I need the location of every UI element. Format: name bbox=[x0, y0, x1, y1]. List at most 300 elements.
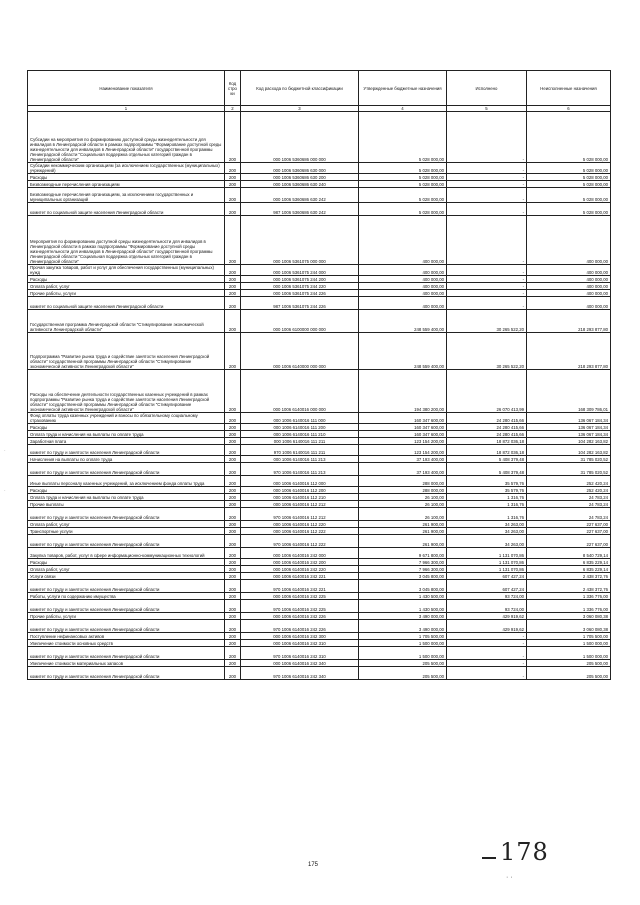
scan-mark: · bbox=[4, 488, 6, 494]
row-line-code: 200 bbox=[225, 620, 241, 633]
row-name: Расходы bbox=[28, 174, 225, 181]
col-number: 4 bbox=[359, 106, 447, 112]
row-classification: 000 1006 5360686 630 242 bbox=[241, 188, 359, 203]
row-line-code: 200 bbox=[225, 310, 241, 333]
row-classification: 987 1006 5360686 630 242 bbox=[241, 203, 359, 216]
row-classification: 000 1006 5361075 244 200 bbox=[241, 276, 359, 283]
row-approved: 5 028 000,00 bbox=[359, 188, 447, 203]
row-unexecuted: 205 500,00 bbox=[527, 660, 611, 667]
row-name: Безвозмездные перечисления организациям bbox=[28, 181, 225, 188]
row-unexecuted: 5 028 000,00 bbox=[527, 181, 611, 188]
row-approved: 5 028 000,00 bbox=[359, 112, 447, 163]
row-executed: 1 316,76 bbox=[447, 508, 527, 521]
row-line-code: 200 bbox=[225, 580, 241, 593]
row-name: комитет по труду и занятости населения Ленинградской области bbox=[28, 667, 225, 680]
row-unexecuted: 1 500 000,00 bbox=[527, 647, 611, 660]
table-row bbox=[28, 573, 611, 580]
row-line-code: 200 bbox=[225, 559, 241, 566]
row-classification: 000 1006 6140016 242 300 bbox=[241, 633, 359, 640]
row-executed: 34 263,00 bbox=[447, 521, 527, 528]
row-executed: 429 919,62 bbox=[447, 613, 527, 620]
row-unexecuted: 24 783,24 bbox=[527, 501, 611, 508]
row-unexecuted: 104 282 163,82 bbox=[527, 445, 611, 456]
row-line-code: 200 bbox=[225, 276, 241, 283]
table-row bbox=[28, 613, 611, 620]
row-unexecuted: 252 420,24 bbox=[527, 487, 611, 494]
row-unexecuted: 252 420,24 bbox=[527, 476, 611, 487]
row-unexecuted: 136 067 184,34 bbox=[527, 431, 611, 438]
row-executed: - bbox=[447, 297, 527, 310]
row-approved: 1 705 500,00 bbox=[359, 633, 447, 640]
row-executed: - bbox=[447, 647, 527, 660]
row-executed: 93 724,00 bbox=[447, 600, 527, 613]
row-line-code: 200 bbox=[225, 508, 241, 521]
table-row bbox=[28, 463, 611, 476]
row-approved: 7 966 300,00 bbox=[359, 566, 447, 573]
row-unexecuted: 218 293 877,80 bbox=[527, 333, 611, 370]
row-unexecuted: 5 028 000,00 bbox=[527, 188, 611, 203]
row-line-code: 200 bbox=[225, 494, 241, 501]
row-classification: 000 1006 5360686 630 200 bbox=[241, 174, 359, 181]
row-approved: 26 100,00 bbox=[359, 508, 447, 521]
row-approved: 288 000,00 bbox=[359, 487, 447, 494]
row-classification: 000 1006 6140016 242 340 bbox=[241, 660, 359, 667]
row-executed: 429 919,62 bbox=[447, 620, 527, 633]
row-name: комитет по труду и занятости населения Ленинградской области bbox=[28, 535, 225, 548]
row-name: Оплата работ, услуг bbox=[28, 283, 225, 290]
row-unexecuted: 400 000,00 bbox=[527, 283, 611, 290]
row-name: Расходы bbox=[28, 559, 225, 566]
row-executed: - bbox=[447, 203, 527, 216]
row-classification: 000 1006 5361075 000 000 bbox=[241, 216, 359, 265]
row-classification: 000 1006 6140016 000 000 bbox=[241, 370, 359, 413]
row-name: комитет по социальной защите населения Ленинградской области bbox=[28, 297, 225, 310]
row-line-code: 200 bbox=[225, 431, 241, 438]
row-classification: 000 1006 6140016 242 221 bbox=[241, 573, 359, 580]
row-approved: 248 559 400,00 bbox=[359, 333, 447, 370]
row-approved: 1 500 000,00 bbox=[359, 647, 447, 660]
row-unexecuted: 1 500 000,00 bbox=[527, 640, 611, 647]
row-approved: 400 000,00 bbox=[359, 276, 447, 283]
row-line-code: 200 bbox=[225, 548, 241, 559]
row-classification: 000 1006 5360686 630 000 bbox=[241, 163, 359, 174]
row-classification: 970 1006 6140016 242 225 bbox=[241, 600, 359, 613]
row-name: Иные выплаты персоналу казенных учреждений, за исключением фонда оплаты труда bbox=[28, 476, 225, 487]
row-name: Расходы на обеспечение деятельности государственных казенных учреждений в рамках подпрограммы "Развитие рынка труда и содействие занятости населения Ленинградской области" государственной программы Ленинградской области "Стимулирование экономической активности Ленинградской области" bbox=[28, 370, 225, 413]
row-executed: 1 131 070,86 bbox=[447, 548, 527, 559]
row-line-code: 200 bbox=[225, 112, 241, 163]
row-approved: 1 500 000,00 bbox=[359, 640, 447, 647]
row-unexecuted: 400 000,00 bbox=[527, 265, 611, 276]
row-line-code: 200 bbox=[225, 413, 241, 424]
row-unexecuted: 227 637,00 bbox=[527, 521, 611, 528]
row-line-code: 200 bbox=[225, 445, 241, 456]
row-name: Фонд оплаты труда казенных учреждений и взносы по обязательному социальному страхованию bbox=[28, 413, 225, 424]
table-row bbox=[28, 370, 611, 413]
row-unexecuted: 6 835 229,14 bbox=[527, 566, 611, 573]
row-name: Субсидии некоммерческим организациям (за исключением государственных (муниципальных) учреждений) bbox=[28, 163, 225, 174]
row-executed: - bbox=[447, 283, 527, 290]
table-row bbox=[28, 487, 611, 494]
col-header-unexecuted: Неисполненные назначения bbox=[527, 71, 611, 106]
row-name: Подпрограмма "Развитие рынка труда и содействие занятости населения Ленинградской области" государственной программы Ленинградской области "Стимулирование экономической активности Ленинградской области" bbox=[28, 333, 225, 370]
page-number: 175 bbox=[308, 862, 319, 868]
row-name: комитет по труду и занятости населения Ленинградской области bbox=[28, 620, 225, 633]
row-classification: 000 1006 6140016 111 000 bbox=[241, 413, 359, 424]
row-unexecuted: 3 060 080,38 bbox=[527, 613, 611, 620]
header-row bbox=[28, 71, 611, 106]
row-executed: - bbox=[447, 640, 527, 647]
row-name: комитет по труду и занятости населения Ленинградской области bbox=[28, 647, 225, 660]
row-unexecuted: 400 000,00 bbox=[527, 276, 611, 283]
row-executed: 1 131 070,86 bbox=[447, 559, 527, 566]
row-unexecuted: 24 783,24 bbox=[527, 508, 611, 521]
row-line-code: 200 bbox=[225, 188, 241, 203]
row-name: комитет по труду и занятости населения Ленинградской области bbox=[28, 463, 225, 476]
row-unexecuted: 1 336 776,00 bbox=[527, 593, 611, 600]
row-line-code: 200 bbox=[225, 265, 241, 276]
row-executed: 1 316,76 bbox=[447, 494, 527, 501]
table-row bbox=[28, 431, 611, 438]
row-classification: 970 1006 6140016 112 212 bbox=[241, 508, 359, 521]
row-name: Начисления на выплаты по оплате труда bbox=[28, 456, 225, 463]
row-executed: - bbox=[447, 667, 527, 680]
row-name: Расходы bbox=[28, 276, 225, 283]
row-line-code: 200 bbox=[225, 203, 241, 216]
table-row bbox=[28, 203, 611, 216]
row-approved: 123 154 200,00 bbox=[359, 445, 447, 456]
row-line-code: 200 bbox=[225, 463, 241, 476]
table-row bbox=[28, 501, 611, 508]
table-row bbox=[28, 456, 611, 463]
row-line-code: 200 bbox=[225, 163, 241, 174]
table-row bbox=[28, 181, 611, 188]
row-line-code: 200 bbox=[225, 521, 241, 528]
row-approved: 37 193 400,00 bbox=[359, 463, 447, 476]
row-classification: 000 1006 6140016 242 000 bbox=[241, 548, 359, 559]
row-approved: 205 500,00 bbox=[359, 660, 447, 667]
row-classification: 000 1006 5360686 630 240 bbox=[241, 181, 359, 188]
row-classification: 970 1006 6140016 242 221 bbox=[241, 580, 359, 593]
row-approved: 288 000,00 bbox=[359, 476, 447, 487]
row-executed: 34 263,00 bbox=[447, 535, 527, 548]
row-classification: 970 1006 6140016 242 226 bbox=[241, 620, 359, 633]
row-approved: 205 500,00 bbox=[359, 667, 447, 680]
row-approved: 3 490 000,00 bbox=[359, 620, 447, 633]
table-row bbox=[28, 445, 611, 456]
row-classification: 000 1006 6140016 111 200 bbox=[241, 424, 359, 431]
row-classification: 000 1006 6140016 242 226 bbox=[241, 613, 359, 620]
table-row bbox=[28, 297, 611, 310]
row-line-code: 200 bbox=[225, 593, 241, 600]
row-executed: 1 316,76 bbox=[447, 501, 527, 508]
row-unexecuted: 6 835 229,14 bbox=[527, 559, 611, 566]
row-executed: - bbox=[447, 163, 527, 174]
row-line-code: 200 bbox=[225, 487, 241, 494]
row-name: Закупка товаров, работ, услуг в сфере информационно-коммуникационных технологий bbox=[28, 548, 225, 559]
row-classification: 000 1006 6140016 112 200 bbox=[241, 487, 359, 494]
row-approved: 261 900,00 bbox=[359, 535, 447, 548]
row-unexecuted: 136 067 184,34 bbox=[527, 413, 611, 424]
row-unexecuted: 8 540 729,14 bbox=[527, 548, 611, 559]
table-row bbox=[28, 535, 611, 548]
row-name: Оплата работ, услуг bbox=[28, 521, 225, 528]
row-unexecuted: 104 282 163,82 bbox=[527, 438, 611, 445]
row-unexecuted: 1 336 776,00 bbox=[527, 600, 611, 613]
row-line-code: 200 bbox=[225, 174, 241, 181]
row-executed: 5 408 379,48 bbox=[447, 463, 527, 476]
row-line-code: 200 bbox=[225, 333, 241, 370]
row-line-code: 200 bbox=[225, 181, 241, 188]
row-classification: 000 1006 5361075 244 000 bbox=[241, 265, 359, 276]
row-name: Прочие выплаты bbox=[28, 501, 225, 508]
row-name: Оплата труда и начисления на выплаты по оплате труда bbox=[28, 431, 225, 438]
row-line-code: 200 bbox=[225, 667, 241, 680]
row-name: Заработная плата bbox=[28, 438, 225, 445]
table-row bbox=[28, 580, 611, 593]
row-name: комитет по труду и занятости населения Ленинградской области bbox=[28, 445, 225, 456]
row-executed: - bbox=[447, 216, 527, 265]
table-row bbox=[28, 660, 611, 667]
row-line-code: 200 bbox=[225, 660, 241, 667]
row-classification: 000 1006 6140016 111 211 bbox=[241, 438, 359, 445]
row-name: Прочие работы, услуги bbox=[28, 290, 225, 297]
table-row bbox=[28, 667, 611, 680]
row-name: Расходы bbox=[28, 424, 225, 431]
row-unexecuted: 5 028 000,00 bbox=[527, 112, 611, 163]
row-executed: - bbox=[447, 112, 527, 163]
row-approved: 160 347 600,00 bbox=[359, 431, 447, 438]
row-approved: 9 671 800,00 bbox=[359, 548, 447, 559]
row-executed: 34 263,00 bbox=[447, 528, 527, 535]
row-approved: 3 045 800,00 bbox=[359, 573, 447, 580]
row-line-code: 200 bbox=[225, 283, 241, 290]
row-classification: 000 1006 6140016 112 000 bbox=[241, 476, 359, 487]
row-executed: 24 280 415,66 bbox=[447, 431, 527, 438]
row-approved: 261 900,00 bbox=[359, 521, 447, 528]
row-executed: 30 265 522,20 bbox=[447, 333, 527, 370]
row-name: комитет по труду и занятости населения Ленинградской области bbox=[28, 580, 225, 593]
handwritten-page-number: 178 bbox=[500, 838, 549, 866]
table-row bbox=[28, 112, 611, 163]
row-classification: 970 1006 6140016 112 222 bbox=[241, 535, 359, 548]
row-classification: 000 1006 6140016 112 210 bbox=[241, 494, 359, 501]
table-row bbox=[28, 508, 611, 521]
row-approved: 26 100,00 bbox=[359, 494, 447, 501]
row-approved: 123 154 200,00 bbox=[359, 438, 447, 445]
row-unexecuted: 2 438 372,76 bbox=[527, 573, 611, 580]
row-name: Мероприятия по формированию доступной среды жизнедеятельности для инвалидов в Ленинградской области в рамках подпрограммы "Формирование доступной среды жизнедеятельности для инвалидов в Ленинградской области" государственной программы Ленинградской области "Социальная поддержка отдельных категорий граждан в Ленинградской области" bbox=[28, 216, 225, 265]
row-name: Увеличение стоимости основных средств bbox=[28, 640, 225, 647]
col-number: 2 bbox=[225, 106, 241, 112]
row-name: комитет по социальной защите населения Ленинградской области bbox=[28, 203, 225, 216]
row-name: Расходы bbox=[28, 487, 225, 494]
col-number: 1 bbox=[28, 106, 225, 112]
table-row bbox=[28, 548, 611, 559]
row-approved: 7 966 300,00 bbox=[359, 559, 447, 566]
row-name: Услуги связи bbox=[28, 573, 225, 580]
row-executed: 1 131 070,86 bbox=[447, 566, 527, 573]
row-unexecuted: 5 028 000,00 bbox=[527, 203, 611, 216]
row-line-code: 200 bbox=[225, 456, 241, 463]
row-unexecuted: 227 637,00 bbox=[527, 535, 611, 548]
row-approved: 160 347 600,00 bbox=[359, 413, 447, 424]
row-approved: 400 000,00 bbox=[359, 216, 447, 265]
row-executed: 26 070 413,99 bbox=[447, 370, 527, 413]
row-line-code: 200 bbox=[225, 370, 241, 413]
table-row bbox=[28, 290, 611, 297]
table-row bbox=[28, 647, 611, 660]
handwritten-marks: · · bbox=[506, 874, 513, 881]
table-row bbox=[28, 494, 611, 501]
table-row bbox=[28, 528, 611, 535]
table-row bbox=[28, 633, 611, 640]
row-approved: 400 000,00 bbox=[359, 297, 447, 310]
row-line-code: 200 bbox=[225, 438, 241, 445]
row-line-code: 200 bbox=[225, 528, 241, 535]
row-name: Прочие работы, услуги bbox=[28, 613, 225, 620]
row-executed: 35 579,76 bbox=[447, 487, 527, 494]
row-classification: 000 1006 6100000 000 000 bbox=[241, 310, 359, 333]
handwritten-dash bbox=[482, 857, 496, 859]
row-executed: - bbox=[447, 181, 527, 188]
table-row bbox=[28, 424, 611, 431]
table-row bbox=[28, 310, 611, 333]
row-classification: 000 1006 6140016 111 213 bbox=[241, 456, 359, 463]
row-approved: 400 000,00 bbox=[359, 283, 447, 290]
row-classification: 000 1006 5360686 000 000 bbox=[241, 112, 359, 163]
row-classification: 000 1006 6140016 112 212 bbox=[241, 501, 359, 508]
row-name: Оплата работ, услуг bbox=[28, 566, 225, 573]
row-name: Транспортные услуги bbox=[28, 528, 225, 535]
table-row bbox=[28, 640, 611, 647]
row-unexecuted: 400 000,00 bbox=[527, 290, 611, 297]
row-line-code: 200 bbox=[225, 647, 241, 660]
row-executed: - bbox=[447, 174, 527, 181]
row-line-code: 200 bbox=[225, 297, 241, 310]
row-name: Субсидии на мероприятия по формированию доступной среды жизнедеятельности для инвалидов в Ленинградской области в рамках подпрограммы "Формирование доступной среды жизнедеятельности для инвалидов в Ленинградской области" государственной программы Ленинградской области "Социальная поддержка отдельных категорий граждан в Ленинградской области" bbox=[28, 112, 225, 163]
row-name: комитет по труду и занятости населения Ленинградской области bbox=[28, 508, 225, 521]
row-classification: 000 1006 6140016 242 310 bbox=[241, 640, 359, 647]
table-row bbox=[28, 333, 611, 370]
row-executed: - bbox=[447, 633, 527, 640]
row-name: Работы, услуги по содержанию имущества bbox=[28, 593, 225, 600]
row-classification: 000 1006 5361075 244 226 bbox=[241, 290, 359, 297]
row-classification: 000 1006 6140000 000 000 bbox=[241, 333, 359, 370]
col-number: 6 bbox=[527, 106, 611, 112]
row-executed: 18 872 036,18 bbox=[447, 445, 527, 456]
row-executed: 30 265 522,20 bbox=[447, 310, 527, 333]
row-line-code: 200 bbox=[225, 600, 241, 613]
row-approved: 26 100,00 bbox=[359, 501, 447, 508]
table-row bbox=[28, 566, 611, 573]
row-unexecuted: 2 438 372,76 bbox=[527, 580, 611, 593]
row-classification: 000 1006 6140016 111 210 bbox=[241, 431, 359, 438]
table-row bbox=[28, 276, 611, 283]
row-unexecuted: 168 309 786,01 bbox=[527, 370, 611, 413]
row-name: Государственная программа Ленинградской области "Стимулирование экономической активности Ленинградской области" bbox=[28, 310, 225, 333]
col-header-executed: Исполнено bbox=[447, 71, 527, 106]
row-unexecuted: 31 785 020,52 bbox=[527, 456, 611, 463]
row-name: Безвозмездные перечисления организациям, за исключением государственных и муниципальных организаций bbox=[28, 188, 225, 203]
col-header-approved: Утвержденные бюджетные назначения bbox=[359, 71, 447, 106]
row-classification: 000 1006 6140016 242 220 bbox=[241, 566, 359, 573]
row-approved: 5 028 000,00 bbox=[359, 181, 447, 188]
row-classification: 987 1006 5361075 244 226 bbox=[241, 297, 359, 310]
row-approved: 3 045 800,00 bbox=[359, 580, 447, 593]
row-unexecuted: 205 500,00 bbox=[527, 667, 611, 680]
row-executed: - bbox=[447, 265, 527, 276]
row-executed: - bbox=[447, 660, 527, 667]
row-classification: 000 1006 5361075 244 220 bbox=[241, 283, 359, 290]
row-executed: 93 724,00 bbox=[447, 593, 527, 600]
row-line-code: 200 bbox=[225, 573, 241, 580]
row-unexecuted: 227 637,00 bbox=[527, 528, 611, 535]
table-row bbox=[28, 216, 611, 265]
row-classification: 970 1006 6140016 111 211 bbox=[241, 445, 359, 456]
row-executed: 35 579,76 bbox=[447, 476, 527, 487]
row-line-code: 200 bbox=[225, 424, 241, 431]
row-line-code: 200 bbox=[225, 566, 241, 573]
table-body bbox=[28, 112, 611, 680]
row-executed: 18 872 036,18 bbox=[447, 438, 527, 445]
table-row bbox=[28, 593, 611, 600]
row-unexecuted: 400 000,00 bbox=[527, 216, 611, 265]
row-executed: - bbox=[447, 290, 527, 297]
row-classification: 000 1006 6140016 242 225 bbox=[241, 593, 359, 600]
row-unexecuted: 136 067 184,34 bbox=[527, 424, 611, 431]
row-executed: - bbox=[447, 188, 527, 203]
row-unexecuted: 31 785 020,52 bbox=[527, 463, 611, 476]
row-approved: 1 430 500,00 bbox=[359, 593, 447, 600]
col-header-name: Наименование показателя bbox=[28, 71, 225, 106]
row-approved: 1 430 500,00 bbox=[359, 600, 447, 613]
table-row bbox=[28, 188, 611, 203]
table-row bbox=[28, 283, 611, 290]
row-unexecuted: 24 783,24 bbox=[527, 494, 611, 501]
row-approved: 248 559 400,00 bbox=[359, 310, 447, 333]
row-classification: 000 1006 6140016 242 200 bbox=[241, 559, 359, 566]
row-unexecuted: 5 028 000,00 bbox=[527, 163, 611, 174]
row-approved: 160 347 600,00 bbox=[359, 424, 447, 431]
col-number: 5 bbox=[447, 106, 527, 112]
table-row bbox=[28, 559, 611, 566]
row-classification: 970 1006 6140016 242 340 bbox=[241, 667, 359, 680]
row-line-code: 200 bbox=[225, 640, 241, 647]
row-classification: 970 1006 6140016 111 213 bbox=[241, 463, 359, 476]
row-approved: 400 000,00 bbox=[359, 265, 447, 276]
row-executed: - bbox=[447, 276, 527, 283]
table-row bbox=[28, 163, 611, 174]
row-executed: 24 280 415,66 bbox=[447, 413, 527, 424]
row-executed: 607 427,24 bbox=[447, 580, 527, 593]
table-row bbox=[28, 438, 611, 445]
row-classification: 000 1006 6140016 112 220 bbox=[241, 521, 359, 528]
col-number: 3 bbox=[241, 106, 359, 112]
table-row bbox=[28, 476, 611, 487]
row-unexecuted: 3 060 080,38 bbox=[527, 620, 611, 633]
row-unexecuted: 5 028 000,00 bbox=[527, 174, 611, 181]
row-unexecuted: 400 000,00 bbox=[527, 297, 611, 310]
row-classification: 000 1006 6140016 112 222 bbox=[241, 528, 359, 535]
row-line-code: 200 bbox=[225, 476, 241, 487]
budget-execution-table bbox=[27, 70, 611, 680]
row-approved: 194 380 200,00 bbox=[359, 370, 447, 413]
table-row bbox=[28, 174, 611, 181]
row-classification: 970 1006 6140016 242 310 bbox=[241, 647, 359, 660]
row-line-code: 200 bbox=[225, 501, 241, 508]
table-row bbox=[28, 620, 611, 633]
